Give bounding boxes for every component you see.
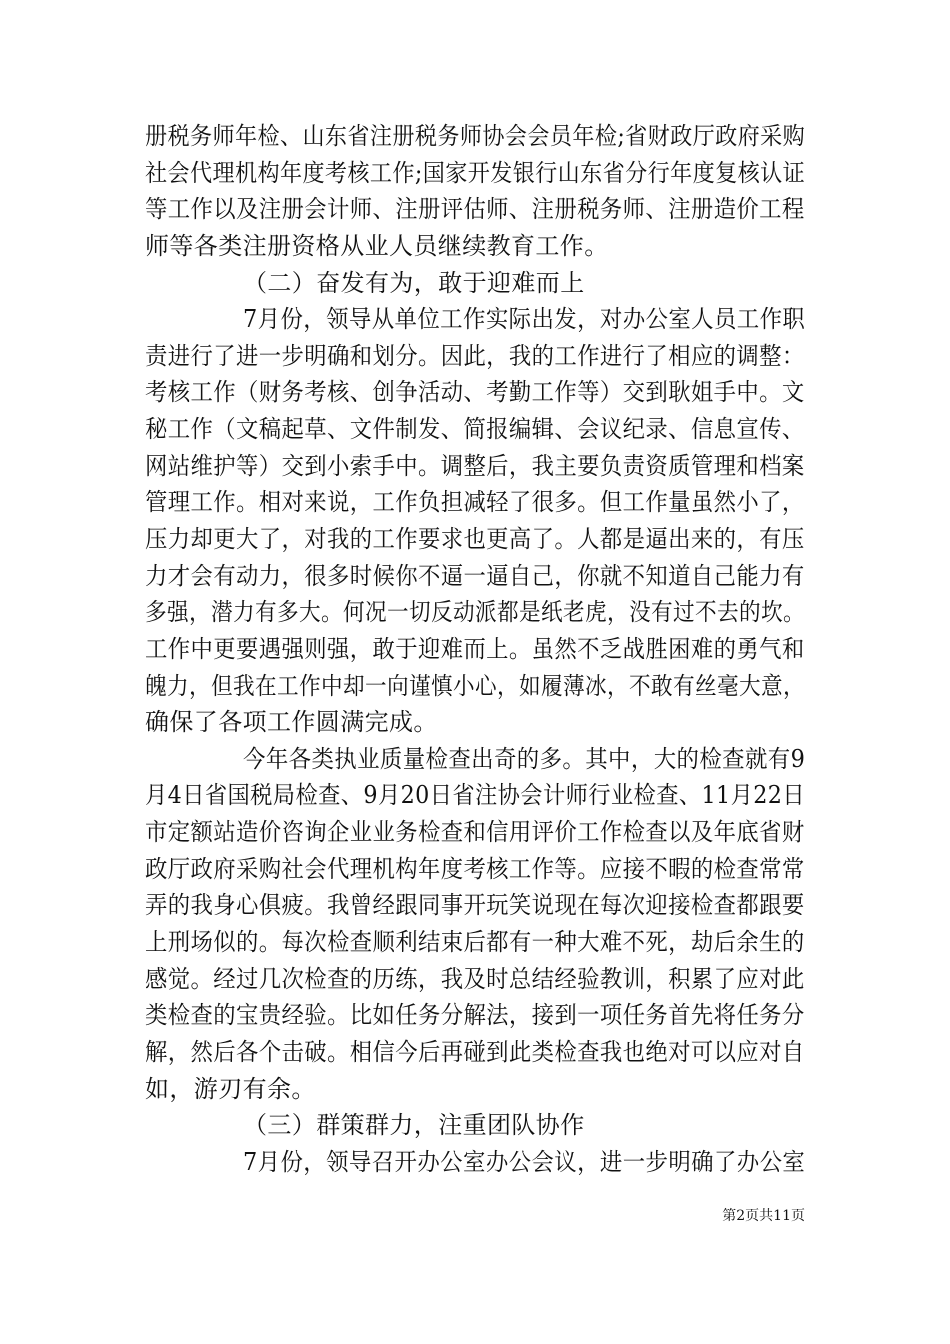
text-line: 魄力，但我在工作中却一向谨慎小心，如履薄冰，不敢有丝毫大意， <box>145 672 805 700</box>
text-line: 7月份，领导召开办公室办公会议，进一步明确了办公室 <box>243 1148 806 1176</box>
text-line: 管理工作。相对来说，工作负担减轻了很多。但工作量虽然小了， <box>145 488 805 516</box>
text-line: 师等各类注册资格从业人员继续教育工作。 <box>145 232 609 260</box>
text-line: 如，游刃有余。 <box>145 1075 316 1103</box>
text-line: 解，然后各个击破。相信今后再碰到此类检查我也绝对可以应对自 <box>145 1038 805 1066</box>
text-line: 7月份，领导从单位工作实际出发，对办公室人员工作职 <box>243 305 806 333</box>
text-line: 工作中更要遇强则强，敢于迎难而上。虽然不乏战胜困难的勇气和 <box>145 635 805 663</box>
text-line: 市定额站造价咨询企业业务检查和信用评价工作检查以及年底省财 <box>145 818 805 846</box>
text-line: 等工作以及注册会计师、注册评估师、注册税务师、注册造价工程 <box>145 195 805 223</box>
page-number: 第2页共11页 <box>722 1208 805 1224</box>
text-line: 弄的我身心俱疲。我曾经跟同事开玩笑说现在每次迎接检查都跟要 <box>145 891 805 919</box>
text-line: 社会代理机构年度考核工作;国家开发银行山东省分行年度复核认证 <box>145 159 806 187</box>
text-line: 政厅政府采购社会代理机构年度考核工作等。应接不暇的检查常常 <box>145 855 805 883</box>
text-line: 压力却更大了，对我的工作要求也更高了。人都是逼出来的，有压 <box>145 525 805 553</box>
text-line: 网站维护等）交到小索手中。调整后，我主要负责资质管理和档案 <box>145 452 805 480</box>
text-line: 确保了各项工作圆满完成。 <box>145 708 438 736</box>
section-heading: （二）奋发有为，敢于迎难而上 <box>243 269 585 297</box>
text-line: 多强，潜力有多大。何况一切反动派都是纸老虎，没有过不去的坎。 <box>145 598 805 626</box>
text-line: 责进行了进一步明确和划分。因此，我的工作进行了相应的调整： <box>145 342 805 370</box>
section-heading: （三）群策群力，注重团队协作 <box>243 1111 585 1139</box>
text-line: 类检查的宝贵经验。比如任务分解法，接到一项任务首先将任务分 <box>145 1001 805 1029</box>
text-line: 册税务师年检、山东省注册税务师协会会员年检;省财政厅政府采购 <box>145 122 806 150</box>
text-line: 上刑场似的。每次检查顺利结束后都有一种大难不死，劫后余生的 <box>145 928 805 956</box>
text-line: 感觉。经过几次检查的历练，我及时总结经验教训，积累了应对此 <box>145 965 805 993</box>
text-line: 月4日省国税局检查、9月20日省注协会计师行业检查、11月22日 <box>145 781 805 809</box>
text-line: 考核工作（财务考核、创争活动、考勤工作等）交到耿姐手中。文 <box>145 378 805 406</box>
text-line: 今年各类执业质量检查出奇的多。其中，大的检查就有9 <box>243 745 806 773</box>
text-line: 力才会有动力，很多时候你不逼一逼自己，你就不知道自己能力有 <box>145 562 805 590</box>
text-line: 秘工作（文稿起草、文件制发、简报编辑、会议纪录、信息宣传、 <box>145 415 805 443</box>
